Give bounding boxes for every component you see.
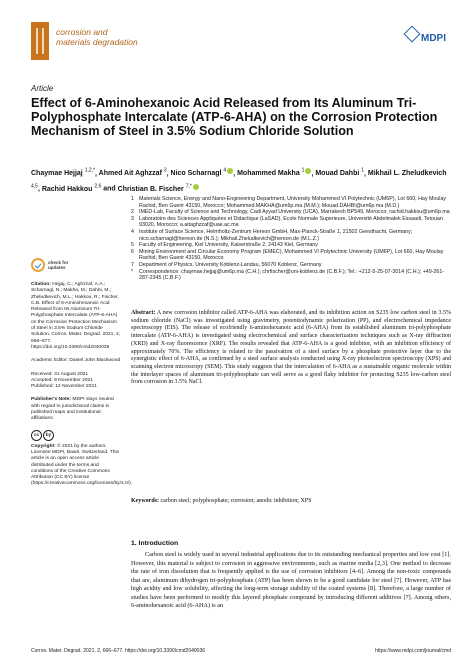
- affiliation-text: Laboratoire des Sciences Appliquées et Didactique (LaSAD), Ecole Normale Superieure, Université Abdelmalek Essaadi, Tetouan 93020, Morocco; a.aitaghzzaf@uae.ac.ma: [139, 215, 443, 229]
- author-affiliation-mark: 1: [301, 168, 305, 174]
- publisher-note: [31, 397, 121, 422]
- affiliation-item: [131, 209, 451, 216]
- abstract-label: Abstract:: [131, 310, 156, 316]
- orcid-icon[interactable]: [227, 168, 233, 174]
- author-affiliation-mark: 1,2,*: [84, 168, 95, 174]
- mdpi-text: MDPI: [421, 33, 446, 44]
- affiliation-item: [131, 262, 451, 269]
- citation-text: Hejjaj, C.; Aghzzaf, A.A.; Scharnagl, N.; Makha, M.; Dahbi, M.; Zheludkevich, M.L.; Hakkou, R.; Fischer, C.B. Effect of 6-Aminohexanoic Acid Released from Its Aluminum Tri-Polyphosphate Intercalate (ATP-6-AHA) on the Corrosion Protection Mechanism of Steel in 3.5% Sodium Chloride Solution. Corros. Mater. Degrad. 2021, 2, 666–677. https://doi.org/10.3390/cmd2040036: [31, 282, 121, 350]
- affiliation-number: 7: [131, 262, 134, 269]
- cc-icon: cc: [31, 430, 42, 441]
- introduction-text: Carbon steel is widely used in several industrial applications due to its outstanding mechanical properties and low cost [1]. However, this material is subject to corrosion in aggressive environments, such as marine media [2,3]. One method to decrease the rate of iron dissolution that is frequently applied is the use of corrosion inhibitors [4–6]. Among the non-toxic compounds that are, aluminum dihydrogen tri-polyphosphate (ATP) has been shown to be a good candidate for steel [7]. However, ATP has high acidity and low solubility, affecting the long-term storage stability of the coated systems [8]. Therefore, a large number of studies have been performed to modify this layered phosphate compound by introducing different additives [7]. Among others, 6-aminohexanoic acid (6-AHA) is an: [131, 551, 451, 609]
- author-name[interactable]: Mouad Dahbi $^1$: [315, 168, 365, 178]
- dates-block: [31, 372, 121, 391]
- author-name[interactable]: Chaymae Hejjaj $^{1,2,*}$: [31, 168, 95, 178]
- affiliation-text: Faculty of Engineering, Kiel University, Kaiserstraße 2, 24143 Kiel, Germany: [139, 242, 318, 249]
- author-name[interactable]: Nico Scharnagl $^4$: [171, 170, 234, 177]
- affiliation-number: 6: [131, 248, 134, 255]
- affiliation-number: 5: [131, 242, 134, 249]
- affiliation-item: [131, 269, 451, 282]
- check-for-updates-badge[interactable]: [31, 258, 121, 272]
- keywords-label: Keywords:: [131, 498, 159, 504]
- affiliation-item: [131, 249, 451, 262]
- author-name[interactable]: Mikhail L. Zheludkevich $^{4,5}$: [31, 170, 447, 190]
- copyright-label: Copyright:: [31, 443, 56, 449]
- cc-by-license-icon[interactable]: [31, 430, 55, 441]
- copyright-text: © 2021 by the authors. Licensee MDPI, Basel, Switzerland. This article is an open access article distributed under the terms and conditions of the Creative Commons Attribution (CC BY) license (https://creativecommons.org/licenses/by/4.0/).: [31, 443, 133, 487]
- editor-block: Academic Editor: Daniel John Blackwood: [31, 358, 121, 364]
- published-date: Published: 12 November 2021: [31, 384, 97, 390]
- footer-journal-link[interactable]: https://www.mdpi.com/journal/cmd: [375, 648, 451, 654]
- abstract-text: A new corrosion inhibitor called ATP-6-AHA was elaborated, and its inhibition action on S235 low carbon steel in 3.5% sodium chloride (NaCl) was investigated using gravimetry, potentiodynamic polarization (PP), and electrochemical impedance spectroscopy (EIS). The release of ecofriendly 6-aminohexanoic acid (6-AHA) from its established aluminum tri-polyphosphate intercalate (ATP-6-AHA) is investigated using electrochemical and surface characterization techniques such as X-ray diffraction (XRD) and X-ray fluorescence (XRF). The results revealed that ATP-6-AHA is a good inhibitor, with an inhibition efficiency of approximately 70%. The efficiency is related to the passivation of a steel surface by a phosphate protective layer due to the synergistic effect of 6-AHA, as confirmed by a steel surface analysis conducted using X-ray photoelectron spectroscopy (XPS) and scanning electron microscopy (SEM). This study suggests that the intercalation of 6-AHA as a sustainable organic molecule within the interlayer spaces of aluminum tri-polyphosphate can well serve as a good flaky inhibitor for protecting S235 low-carbon steel from corrosion in 3.5% NaCl.: [131, 310, 451, 386]
- affiliation-number: 3: [131, 215, 134, 222]
- affiliation-text: Institute of Surface Science, Helmholtz-Zentrum Hereon GmbH, Max-Planck-Straße 1, 21502 Geesthacht, Germany; nico.scharnagl@hereon.de (N.S.); Mikhail.Zheludkevich@hereon.de (M.L.Z.): [139, 229, 413, 242]
- author-name[interactable]: Christian B. Fischer $^{7,*}$: [118, 186, 199, 193]
- keywords-text: carbon steel; polyphosphate; corrosion; anodic inhibition; XPS: [160, 498, 312, 504]
- journal-name-line1: corrosion and: [56, 27, 108, 37]
- affiliation-text: IMED-Lab, Faculty of Science and Technology, Cadi Ayyad University (UCA), Marrakesh BP549, Morocco; rachid.hakkou@um6p.ma: [139, 209, 450, 216]
- by-icon: by: [43, 430, 54, 441]
- affiliation-list: [131, 196, 451, 282]
- affiliation-item: [131, 196, 451, 209]
- author-affiliation-mark: 4,5: [31, 183, 38, 190]
- citation-block: [31, 282, 121, 351]
- paper-title: Effect of 6-Aminohexanoic Acid Released from Its Aluminum Tri-Polyphosphate Intercalate (ATP-6-AHA) on the Corrosion Protection Mechanism of Steel in 3.5% Sodium Chloride Solution: [31, 96, 438, 139]
- journal-logo-mark: [36, 28, 44, 54]
- footer-citation[interactable]: Corros. Mater. Degrad. 2021, 2, 666–677. https://doi.org/10.3390/cmd2040036: [31, 648, 206, 654]
- journal-logo: [31, 22, 49, 60]
- publisher-note-text: MDPI stays neutral with regard to jurisdictional claims in published maps and institutional affiliations.: [31, 397, 114, 422]
- keywords: [131, 498, 451, 506]
- sidebar: [31, 258, 133, 495]
- author-affiliation-mark: 2,6: [94, 183, 102, 190]
- affiliation-text: Correspondence: chaymae.hejjaj@um6p.ma (C.H.); chrfischer@uni-koblenz.de (C.B.F.); Tel.: +212-5-25-07-3014 (C.H.); +49-261-287-2345 (C.B.F.): [139, 268, 445, 282]
- journal-name: [56, 27, 138, 47]
- mdpi-diamond-icon: [404, 26, 421, 43]
- affiliation-number: 2: [131, 209, 134, 216]
- check-line2: updates: [48, 265, 66, 270]
- article-type: Article: [31, 84, 54, 93]
- accepted-date: Accepted: 9 November 2021: [31, 377, 93, 383]
- mdpi-logo[interactable]: [404, 24, 446, 54]
- author-affiliation-mark: 4: [223, 168, 227, 174]
- author-affiliation-mark: 7,*: [185, 183, 192, 190]
- affiliation-text: Department of Physics, University Koblenz-Landau, 56070 Koblenz, Germany: [139, 262, 322, 269]
- author-name[interactable]: Mohammed Makha $^1$: [237, 170, 311, 177]
- abstract: [131, 310, 451, 387]
- page-footer: [31, 648, 451, 654]
- author-name[interactable]: Ahmed Ait Aghzzaf $^3$: [98, 168, 167, 178]
- citation-label: Citation:: [31, 282, 51, 287]
- affiliation-item: [131, 216, 451, 229]
- affiliation-text: Materials Science, Energy and Nano-Engineering Department, University Mohammed VI Polytechnic (UM6P), Lot 660, Hay Moulay Rachid, Ben Guerir 43150, Morocco; Mohammed.MAKHA@um6p.ma (M.M.); Mouad.DAHBI@um6p.ma (M.D.): [139, 196, 447, 209]
- check-updates-label: [48, 260, 68, 270]
- author-affiliation-mark: 3: [163, 168, 167, 174]
- check-line1: check for: [48, 259, 69, 265]
- check-updates-icon: [31, 258, 45, 272]
- affiliation-number: 1: [131, 196, 134, 202]
- affiliation-item: [131, 242, 451, 249]
- affiliation-text: Mining Environment and Circular Economy Program (EMEC), Mohammed VI Polytechnic University (UM6P), Lot 660, Hay Moulay Rachid, Ben Guerir 43150, Morocco: [139, 248, 444, 262]
- affiliation-item: [131, 229, 451, 242]
- publisher-note-label: Publisher's Note:: [31, 397, 72, 403]
- copyright-block: [31, 443, 133, 488]
- section-heading-introduction: 1. Introduction: [131, 540, 179, 547]
- author-list: Chaymae Hejjaj $^{1,2,*}$, Ahmed Ait Aghzzaf $^3$, Nico Scharnagl $^4$ , Mohammed Makha $^1$ , Mouad Dahbi $^1$, Mikhail L. Zheludkevich $^{4,5}$, Rachid Hakkou $^{2,6}$ and Christian B. Fischer $^{7,*}$: [31, 168, 447, 193]
- affiliation-number: 4: [131, 229, 134, 236]
- author-name[interactable]: Rachid Hakkou $^{2,6}$: [41, 183, 102, 193]
- journal-name-line2: materials degradation: [56, 37, 138, 47]
- author-affiliation-mark: 1: [361, 168, 365, 174]
- received-date: Received: 31 August 2021: [31, 371, 89, 377]
- orcid-icon[interactable]: [193, 184, 199, 190]
- orcid-icon[interactable]: [305, 168, 311, 174]
- affiliation-number: *: [131, 268, 134, 275]
